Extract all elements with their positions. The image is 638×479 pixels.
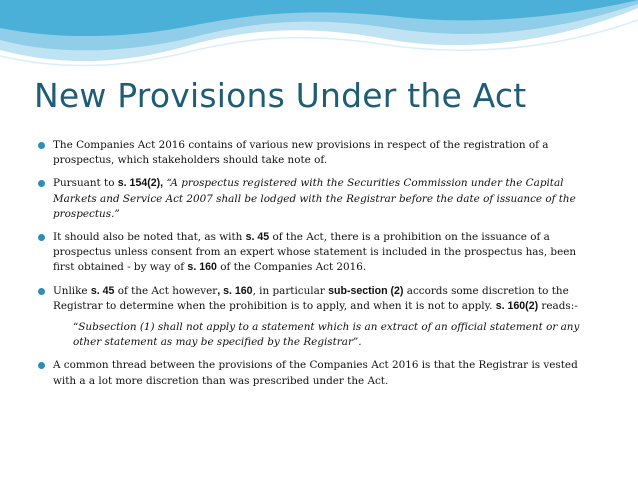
section-reference: s. 45: [245, 231, 270, 244]
header-wave-decoration: [0, 0, 638, 80]
bullet-text: Pursuant to: [53, 177, 118, 190]
section-reference: , s. 160: [217, 284, 253, 297]
section-reference: sub-section (2): [328, 284, 404, 297]
bullet-dot-icon: [38, 362, 45, 369]
statute-quote: “Subsection (1) shall not apply to a statement which is an extract of an official statement or any other statement as may be specified by the Registrar”.: [73, 321, 580, 349]
bullet-item-4: [38, 284, 598, 314]
slide-content: [38, 138, 598, 397]
bullet-dot-icon: [38, 234, 45, 241]
section-reference: s. 160: [187, 261, 217, 274]
section-reference: s. 160(2): [495, 299, 539, 312]
bullet-text: , in particular: [252, 284, 329, 297]
bullet-item-2: [38, 176, 598, 222]
bullet-text: reads:-: [538, 299, 578, 312]
bullet-text: of the Act, there is a prohibition on the issuance of a prospectus unless consent from an expert whose statement is included in the prospectus has, been first obtained - by way of: [53, 231, 577, 274]
bullet-text: A common thread between the provisions of the Companies Act 2016 is that the Registrar is vested with a a lot more discretion than was prescribed under the Act.: [53, 359, 578, 387]
bullet-quote-text: “A prospectus registered with the Securities Commission under the Capital Markets and Service Act 2007 shall be lodged with the Registrar before the date of issuance of the prospectus.”: [53, 177, 576, 220]
bullet-dot-icon: [38, 142, 45, 149]
bullet-item-5: [38, 358, 598, 388]
bullet-text: The Companies Act 2016 contains of various new provisions in respect of the registration of a prospectus, which stakeholders should take note of.: [53, 139, 549, 167]
bullet-item-3: [38, 230, 598, 276]
bullet-dot-icon: [38, 180, 45, 187]
bullet-text: of the Companies Act 2016.: [216, 261, 367, 274]
section-reference: s. 45: [90, 284, 115, 297]
slide-title: New Provisions Under the Act: [34, 76, 527, 115]
bullet-text: It should also be noted that, as with: [53, 231, 246, 244]
bullet-dot-icon: [38, 288, 45, 295]
bullet-text: accords some discretion to the Registrar to determine when the prohibition is to apply, and when it is not to apply.: [53, 284, 569, 312]
bullet-text: Unlike: [53, 284, 91, 297]
bullet-text: of the Act however: [114, 284, 218, 297]
bullet-item-1: [38, 138, 598, 168]
section-reference: s. 154(2),: [117, 177, 164, 190]
